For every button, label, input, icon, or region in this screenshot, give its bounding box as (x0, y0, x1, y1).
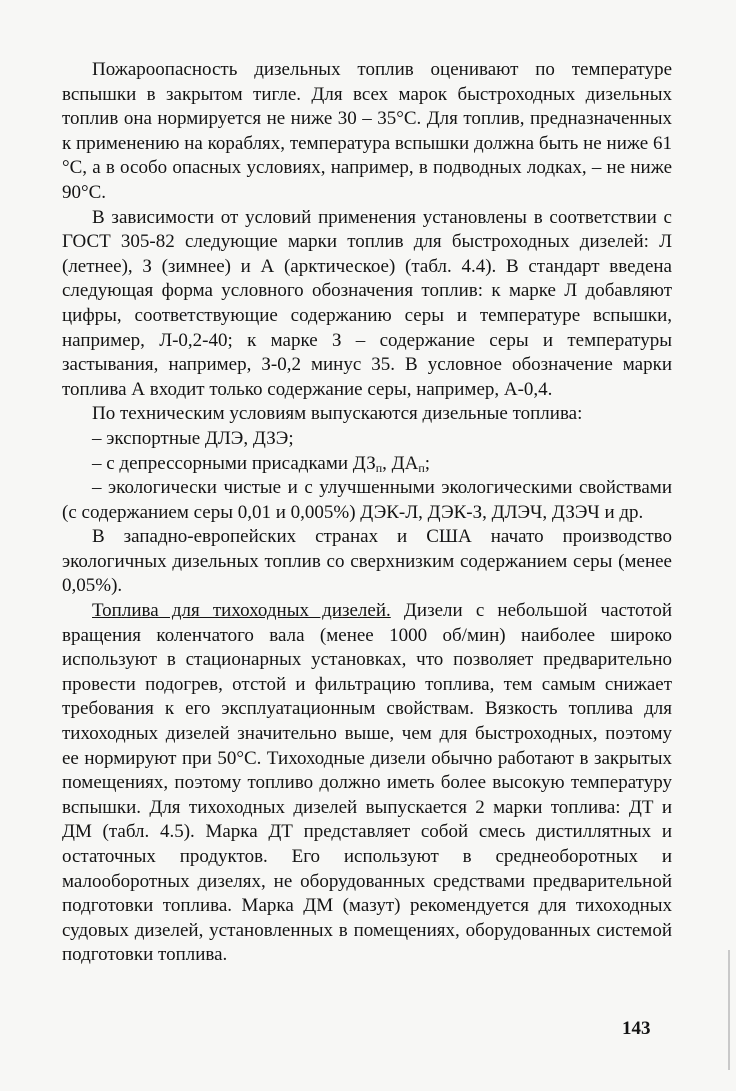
list-item-ecological: – экологически чистые и с улучшенными экологическими свойствами (с содержанием серы 0,01 и 0,005%) ДЭК-Л, ДЭК-З, ДЛЭЧ, ДЗЭЧ и др. (62, 477, 672, 523)
paragraph-slow-diesel-text: Дизели с небольшой частотой вращения коленчатого вала (менее 1000 об/мин) наиболее широко используют в стационарных установках, что позволяет предварительно провести подогрев, отстой и фильтрацию топлива, тем самым снижает требования к его эксплуатационным свойствам. Вязкость топлива для тихоходных дизелей значительно выше, чем для быстроходных, поэтому ее нормируют при 50°C. Тихоходные дизели обычно работают в закрытых помещениях, поэтому топливо должно иметь более высокую температуру вспышки. Для тихоходных дизелей выпускается 2 марки топлива: ДТ и ДМ (табл. 4.5). Марка ДТ представляет собой смесь дистиллятных и остаточных продуктов. Его используют в среднеоборотных и малооборотных дизелях, не оборудованных средствами предварительной подготовки топлива. Марка ДМ (мазут) рекомендуется для тихоходных судовых дизелей, установленных в помещениях, оборудованных системой подготовки топлива. (62, 600, 673, 966)
subscript-p: п (375, 460, 383, 475)
page-edge-line (728, 950, 730, 1070)
list-item-depressant-text: – с депрессорными присадками ДЗ (92, 452, 376, 474)
paragraph-slow-diesel (62, 599, 672, 968)
page-number: 143 (622, 1018, 651, 1039)
subscript-p: п (418, 460, 425, 475)
page-body (62, 58, 672, 968)
list-item-depressant (62, 452, 672, 477)
paragraph-western-europe: В западно-европейских странах и США начато производство экологичных дизельных топлив со сверхнизким содержанием серы (менее 0,05%). (62, 526, 672, 597)
paragraph-technical-conditions: По техническим условиям выпускаются дизельные топлива: (92, 403, 583, 425)
list-item-depressant-end: ; (424, 452, 431, 474)
paragraph-fire-hazard: Пожароопасность дизельных топлив оценивают по температуре вспышки в закрытом тигле. Для всех марок быстроходных дизельных топлив она нормируется не ниже 30 – 35°C. Для топлив, предназначенных к применению на кораблях, температура вспышки должна быть не ниже 61 °C, а в особо опасных условиях, например, в подводных лодках, – не ниже 90°C. (62, 59, 672, 203)
list-item-depressant-mid: , ДА (382, 452, 419, 474)
section-heading-slow-diesel: Топлива для тихоходных дизелей. (92, 600, 391, 622)
list-item-export: – экспортные ДЛЭ, ДЗЭ; (92, 427, 294, 449)
paragraph-fuel-grades: В зависимости от условий применения установлены в соответствии с ГОСТ 305-82 следующие марки топлив для быстроходных дизелей: Л (летнее), З (зимнее) и А (арктическое) (табл. 4.4). В стандарт введена следующая форма условного обозначения топлив: к марке Л добавляют цифры, соответствующие содержанию серы и температуре вспышки, например, Л-0,2-40; к марке З – содержание серы и температуры застывания, например, З-0,2 минус 35. В условное обозначение марки топлива А входит только содержание серы, например, А-0,4. (62, 206, 672, 400)
